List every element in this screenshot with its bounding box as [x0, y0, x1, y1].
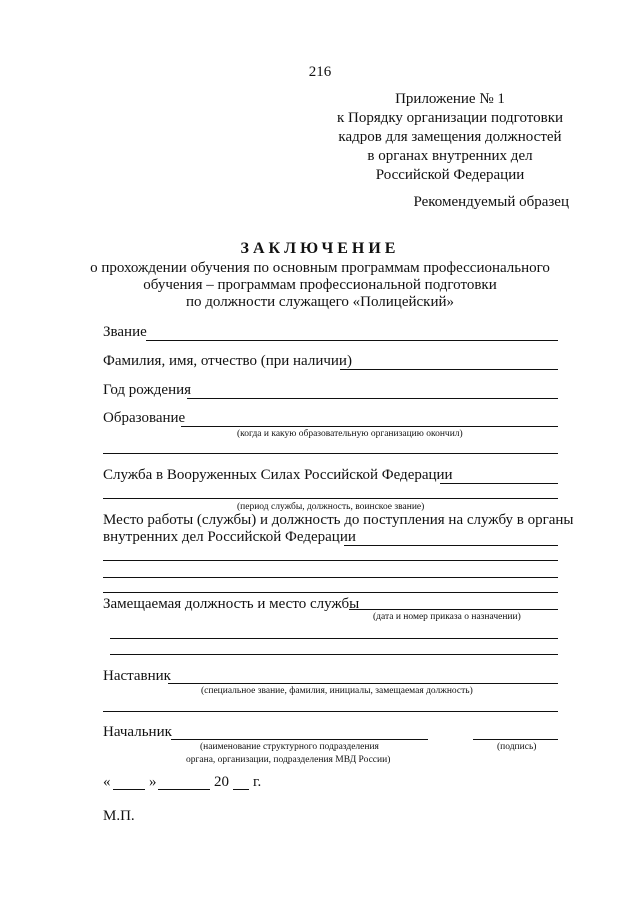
position-label: Замещаемая должность и место службы: [103, 596, 360, 612]
full-name-label: Фамилия, имя, отчество (при наличии): [103, 353, 352, 369]
subtitle-line: по должности служащего «Полицейский»: [185, 294, 454, 310]
date-day-field[interactable]: [113, 789, 145, 790]
appendix-line: Приложение № 1: [395, 91, 505, 107]
mentor-label: Наставник: [103, 668, 171, 684]
rank-label: Звание: [103, 324, 147, 340]
signature-hint: (подпись): [497, 742, 537, 752]
date-month-field[interactable]: [158, 789, 210, 790]
page-number: 216: [308, 64, 332, 80]
appendix-line: кадров для замещения должностей: [338, 129, 562, 145]
chief-label: Начальник: [103, 724, 172, 740]
military-service-label: Служба в Вооруженных Силах Российской Федерации: [103, 467, 453, 483]
workplace-field-line-3[interactable]: [103, 577, 558, 578]
mentor-field-line-2[interactable]: [103, 711, 558, 712]
workplace-field-line[interactable]: [344, 545, 558, 546]
signature-field-line[interactable]: [473, 739, 558, 740]
appendix-block: [330, 90, 570, 185]
stamp-place: М.П.: [103, 808, 135, 824]
workplace-label-line2: внутренних дел Российской Федерации: [103, 529, 356, 545]
chief-field-line[interactable]: [171, 739, 428, 740]
education-label: Образование: [103, 410, 186, 426]
workplace-field-line-4[interactable]: [103, 592, 558, 593]
position-field-line-3[interactable]: [110, 654, 558, 655]
chief-hint-line1: (наименование структурного подразделения: [200, 742, 379, 752]
chief-hint-line2: органа, организации, подразделения МВД России): [186, 755, 391, 765]
position-field-line-2[interactable]: [110, 638, 558, 639]
date-close-quote: »: [149, 774, 157, 790]
education-field-line-2[interactable]: [103, 453, 558, 454]
appendix-line: к Порядку организации подготовки: [336, 110, 564, 126]
birth-year-field-line[interactable]: [187, 398, 558, 399]
military-service-field-line[interactable]: [440, 483, 558, 484]
appendix-line: в органах внутренних дел: [367, 148, 533, 164]
subtitle-line: обучения – программам профессиональной подготовки: [143, 277, 497, 293]
workplace-field-line-2[interactable]: [103, 560, 558, 561]
date-year-field[interactable]: [233, 789, 249, 790]
education-hint: (когда и какую образовательную организацию окончил): [237, 429, 463, 439]
education-field-line[interactable]: [181, 426, 558, 427]
subtitle-line: о прохождении обучения по основным программам профессионального: [90, 260, 550, 276]
workplace-label-line1: Место работы (службы) и должность до поступления на службу в органы: [103, 512, 574, 528]
rank-field-line[interactable]: [146, 340, 558, 341]
document-subtitle: [0, 260, 640, 311]
sample-label: Рекомендуемый образец: [413, 194, 569, 210]
mentor-hint: (специальное звание, фамилия, инициалы, замещаемая должность): [201, 686, 473, 696]
position-hint: (дата и номер приказа о назначении): [373, 612, 521, 622]
date-year-suffix: г.: [253, 774, 262, 790]
date-year-prefix: 20: [214, 774, 229, 790]
birth-year-label: Год рождения: [103, 382, 192, 398]
position-field-line[interactable]: [349, 609, 558, 610]
military-service-hint: (период службы, должность, воинское звание): [237, 502, 425, 512]
appendix-line: Российской Федерации: [375, 167, 525, 183]
military-service-field-line-2[interactable]: [103, 498, 558, 499]
document-title: ЗАКЛЮЧЕНИЕ: [240, 240, 400, 257]
date-open-quote: «: [103, 774, 111, 790]
mentor-field-line[interactable]: [168, 683, 558, 684]
full-name-field-line[interactable]: [340, 369, 558, 370]
